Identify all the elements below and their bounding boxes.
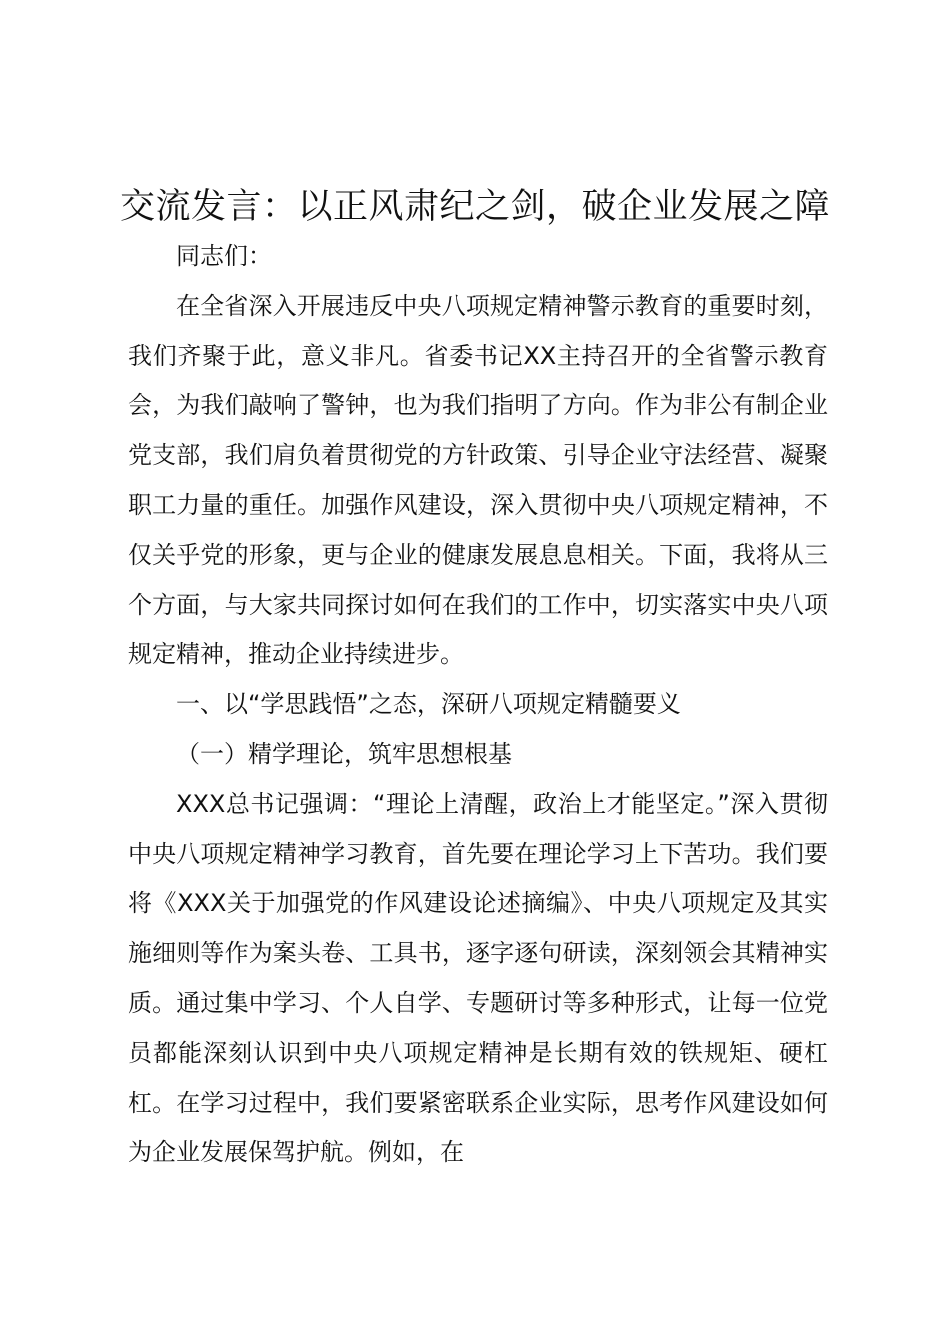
salutation: 同志们： [176, 242, 272, 270]
section-heading: 一、以“学思践悟”之态，深研八项规定精髓要义 [176, 690, 681, 719]
intro-paragraph: 在全省深入开展违反中央八项规定精神警示教育的重要时刻，我们齐聚于此，意义非凡。省委书记XX主持召开的全省警示教育会，为我们敲响了警钟，也为我们指明了方向。作为非公有制企业党支部，我们肩负着贯彻党的方针政策、引导企业守法经营、凝聚职工力量的重任。加强作风建设，深入贯彻中央八项规定精神，不仅关乎党的形象，更与企业的健康发展息息相关。下面，我将从三个方面，与大家共同探讨如何在我们的工作中，切实落实中央八项规定精神，推动企业持续进步。 [128, 291, 828, 669]
subsection-paragraph: XXX总书记强调：“理论上清醒，政治上才能坚定。”深入贯彻中央八项规定精神学习教育，首先要在理论学习上下苦功。我们要将《XXX关于加强党的作风建设论述摘编》、中央八项规定及其实施细则等作为案头卷、工具书，逐字逐句研读，深刻领会其精神实质。通过集中学习、个人自学、专题研讨等多种形式，让每一位党员都能深刻认识到中央八项规定精神是长期有效的铁规矩、硬杠杠。在学习过程中，我们要紧密联系企业实际，思考作风建设如何为企业发展保驾护航。例如，在 [128, 789, 828, 1167]
document-body [128, 232, 828, 1178]
subsection-heading: （一）精学理论，筑牢思想根基 [176, 739, 512, 768]
document-title: 交流发言：以正风肃纪之剑，破企业发展之障 [119, 187, 830, 227]
